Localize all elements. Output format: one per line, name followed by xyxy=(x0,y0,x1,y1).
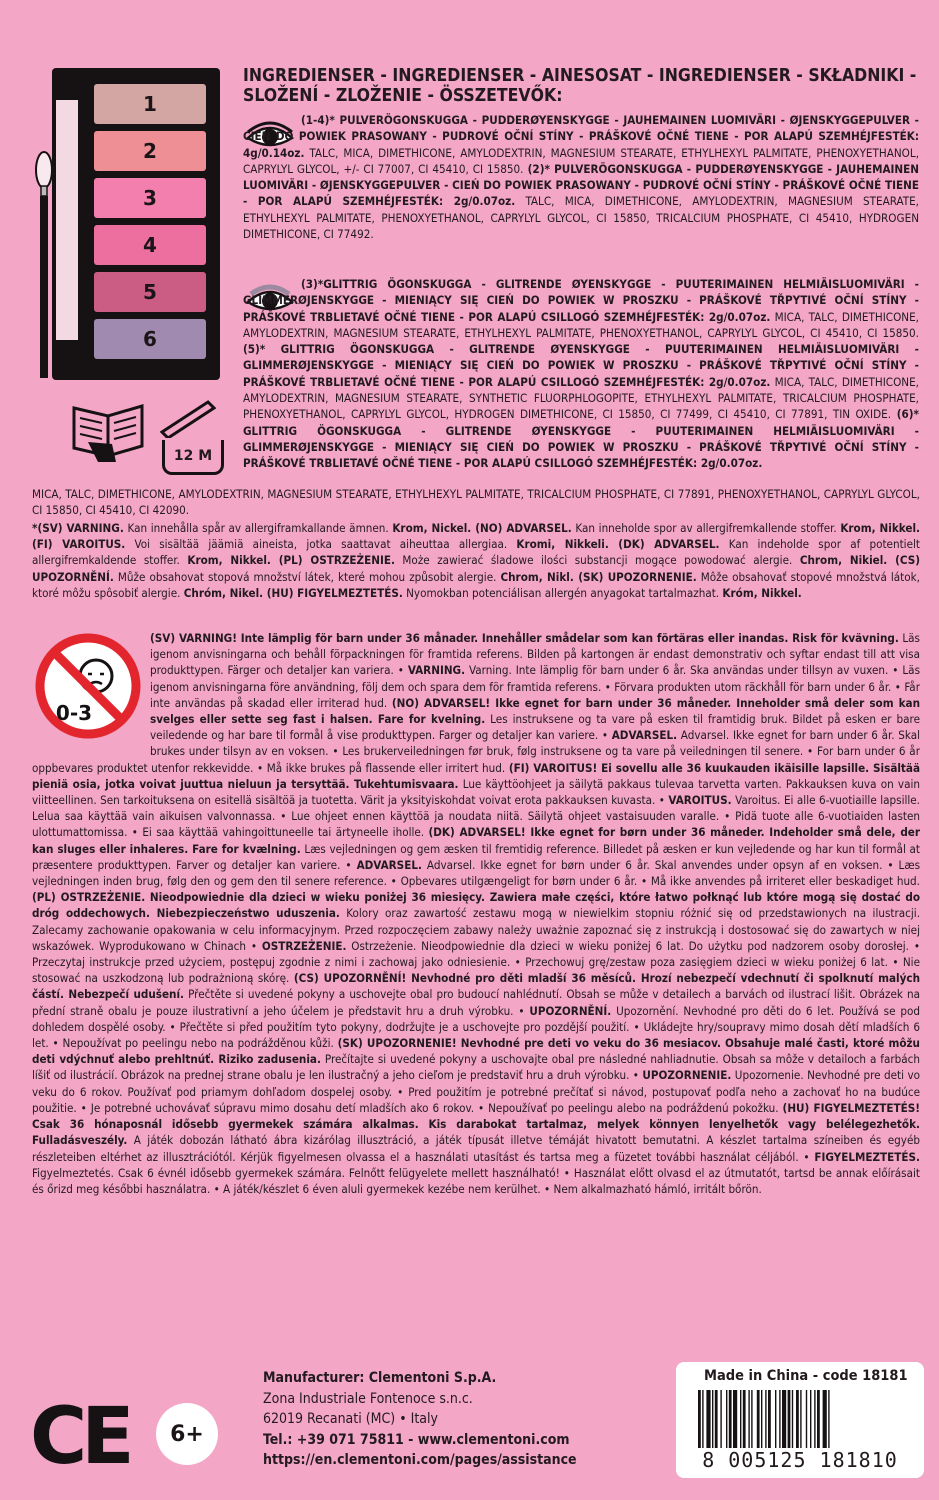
allergen-sk-head: (SK) UPOZORNENIE. xyxy=(573,569,697,584)
allergen-dk-head: (DK) ADVARSEL. xyxy=(608,537,720,552)
barcode-digits: 8 005125 181810 xyxy=(702,1448,898,1472)
ingredients-3-body: MICA, TALC, DIMETHICONE, AMYLODEXTRIN, MAGNESIUM STEARATE, ETHYLHEXYL PALMITATE, PHENOXYETHANOL, CAPRYLYL GLYCOL, CI 45410, CI 15850. xyxy=(243,309,919,340)
shade-6: 6 xyxy=(94,319,206,359)
safety-cs-head2: UPOZORNĚNÍ. xyxy=(529,1003,612,1018)
ingredients-5-head: (5)* GLITTRIG ÖGONSKUGGA - GLITRENDE ØYENSKYGGE - PUUTERIMAINEN HELMIÄISLUOMIVÄRI - GLIMMERØJENSKYGGE - MIENIĄCY SIĘ CIEŃ DO POWIEK W PROSZKU - PRÁŠKOVÉ TŘPYTIVÉ OČNÍ STÍNY - PRÁŠKOVÉ TRBLIETAVÉ OČNÉ TIENE - POR ALAPÚ CSILLOGÓ SZEMHÉJFESTÉK: 2g/0.07oz. xyxy=(243,342,919,389)
barcode-bar xyxy=(740,1390,741,1448)
safety-hu: A játék dobozán látható ábra kizárólag illusztráció, a játék típusát illetve témáját hivatott bemutatni. A készlet tartalma színeiben és egyéb részleteiben eltérhet az illusztrációtól. Kérjük figyelmesen olvassa el a használati utasítást és tartsa meg a füzetet további használat céljából. • xyxy=(32,1133,920,1164)
safety-sk-head2: UPOZORNENIE. xyxy=(642,1068,732,1083)
manufacturer-name: Manufacturer: Clementoni S.p.A. xyxy=(263,1370,497,1386)
safety-sv-head: (SV) VARNING! Inte lämplig för barn under 36 månader. Innehåller smådelar som kan förtäras eller inandas. Risk för kvävning. xyxy=(150,631,899,645)
barcode-bar xyxy=(792,1390,793,1448)
safety-no-head: (NO) ADVARSEL! Ikke egnet for barn under 36 måneder. Inneholder små deler som kan svelges eller sette seg fast i halsen. Fare for kvelning. xyxy=(150,695,920,727)
allergen-sk: Môže obsahovať stopové množstvá látok, ktoré môžu spôsobiť alergie. xyxy=(32,569,920,600)
barcode-bar xyxy=(761,1390,762,1448)
manufacturer-address-1: Zona Industriale Fontenoce s.n.c. xyxy=(263,1390,473,1407)
barcode-bar xyxy=(726,1390,727,1448)
barcode-bar xyxy=(800,1390,801,1448)
allergen-sk-metals: Chróm, Nikel. xyxy=(183,585,264,600)
ingredients-block-1-2 xyxy=(243,112,919,242)
allergen-dk-metals: Krom, Nikkel. xyxy=(187,553,271,568)
barcode-bar xyxy=(748,1390,749,1448)
ingredients-title xyxy=(243,66,923,106)
manufacturer-address-2: 62019 Recanati (MC) • Italy xyxy=(263,1411,438,1427)
safety-pl-head2: OSTRZEŻENIE. xyxy=(261,938,347,953)
allergen-sv-metals: Krom, Nickel. xyxy=(392,521,472,535)
ingredients-6-body: MICA, TALC, DIMETHICONE, AMYLODEXTRIN, MAGNESIUM STEARATE, ETHYLHEXYL PALMITATE, TRICALCIUM PHOSPHATE, CI 77891, PHENOXYETHANOL, CAPRYLYL GLYCOL, CI 15850, CI 45410, CI 42090. xyxy=(32,487,920,518)
ingredients-block-3-6 xyxy=(243,276,919,472)
icon-float-spacer xyxy=(32,630,150,744)
age-warning-label: 0-3 xyxy=(55,701,93,725)
age-6-plus-badge xyxy=(156,1403,218,1465)
read-instructions-icon xyxy=(68,398,152,464)
barcode-bar xyxy=(733,1390,737,1448)
safety-warnings xyxy=(32,630,920,1197)
safety-hu-head2: FIGYELMEZTETÉS. xyxy=(814,1149,920,1164)
ce-mark-icon: CE xyxy=(30,1392,129,1482)
allergen-hu-metals: Króm, Nikkel. xyxy=(722,585,802,600)
safety-cs: Přečtěte si uvedené pokyny a uschovejte obal pro budoucí nahlédnutí. Obsah se může v detailech a barvách od ilustrací lišit. Obrázek na přední straně obalu je pouze ilustrativní a jeho účelem je představit hru a druh výrobku. • xyxy=(32,987,920,1018)
barcode-bar xyxy=(702,1390,703,1448)
palette-mirror-strip xyxy=(56,100,78,340)
allergen-dk: Kan indeholde spor af potentielt allergifremkaldende stoffer. xyxy=(32,537,920,568)
barcode-bar xyxy=(698,1390,701,1448)
allergen-cs: Může obsahovat stopová množství látek, které mohou způsobit alergie. xyxy=(113,569,501,584)
shade-5: 5 xyxy=(94,272,206,312)
age-badge-label: 6+ xyxy=(170,1421,204,1447)
shade-4: 4 xyxy=(94,225,206,265)
ingredients-2-body: TALC, MICA, DIMETHICONE, AMYLODEXTRIN, MAGNESIUM STEARATE, ETHYLHEXYL PALMITATE, PHENOXYETHANOL, CAPRYLYL GLYCOL, CI 15850, TRICALCIUM PHOSPHATE, CI 45410, HYDROGEN DIMETHICONE, CI 77492. xyxy=(243,194,919,242)
barcode-bar xyxy=(775,1390,776,1448)
barcode-bar xyxy=(715,1390,718,1448)
ingredients-6-head: (6)* GLITTRIG ÖGONSKUGGA - GLITRENDE ØYENSKYGGE - PUUTERIMAINEN HELMIÄISLUOMIVÄRI - GLIMMERØJENSKYGGE - MIENIĄCY SIĘ CIEŃ DO POWIEK W PROSZKU - PRÁŠKOVÉ TŘPYTIVÉ OČNÍ STÍNY - PRÁŠKOVÉ TRBLIETAVÉ OČNÉ TIENE - POR ALAPÚ CSILLOGÓ SZEMHÉJFESTÉK: 2g/0.07oz. xyxy=(243,407,919,471)
safety-pl-head: (PL) OSTRZEŻENIE. Nieodpowiednie dla dzieci w wieku poniżej 36 miesięcy. Zawiera małe części, które łatwo połknąć lub które mogą się dostać do dróg oddechowych. Niebezpieczeństwo uduszenia. xyxy=(32,890,920,921)
barcode-image xyxy=(696,1390,904,1448)
allergen-hu: Nyomokban potenciálisan allergén anyagokat tartalmazhat. xyxy=(402,585,723,600)
allergen-hu-head: (HU) FIGYELMEZTETÉS. xyxy=(263,585,403,600)
allergen-sv: Kan innehålla spår av allergiframkallande ämnen. xyxy=(123,521,393,535)
safety-dk-head2: ADVARSEL. xyxy=(356,857,422,872)
barcode-bar xyxy=(757,1390,760,1448)
manufacturer-support-url[interactable]: https://en.clementoni.com/pages/assistance xyxy=(263,1452,577,1468)
ingredients-1-4-head: (1-4)* PULVERÖGONSKUGGA - PUDDERØYENSKYGGE - JAUHEMAINEN LUOMIVÄRI - ØJENSKYGGEPULVER - CIEŃ DO POWIEK PRASOWANY - PUDROVÉ OČNÍ STÍNY - PRÁŠKOVÉ OČNÉ TIENE - POR ALAPÚ SZEMHÉJFESTÉK: 4g/0.14oz. xyxy=(243,113,919,160)
safety-dk: Læs vejledningen og gem æsken til fremtidig reference. Billedet på æsken er kun vejledende og har kun til formål at præsentere produkttypen. Farver og detaljer kan variere. • xyxy=(32,841,921,872)
barcode-bar xyxy=(743,1390,746,1448)
safety-hu-head: (HU) FIGYELMEZTETÉS! Csak 36 hónaposnál idősebb gyermekek számára alkalmas. Kis darabokat tartalmaz, melyek könnyen lenyelhetők vagy belélegezhetők. Fulladásveszély. xyxy=(32,1100,921,1148)
manufacturer-contact: Tel.: +39 071 75811 - www.clementoni.com xyxy=(263,1431,570,1448)
safety-fi-head: (FI) VAROITUS! Ei sovellu alle 36 kuukauden ikäisille lapsille. Sisältää pieniä osia, jotka voivat juuttua nieluun ja tersyttää. Tukehtumisvaara. xyxy=(32,760,920,791)
barcode-bar xyxy=(779,1390,780,1448)
safety-sk2: Upozornenie. Nevhodné pre deti vo veku do 6 rokov. Používať pod priamym dohľadom dospelej osoby. • Pred použitím je potrebné prečítať si návod, postupovať podľa neho a zachovať ho na budúce použitie. • Je potrebné uchovávať súpravu mimo dosahu detí mladších ako 6 rokov. • Nepoužívať po peelingu alebo na podráždenú pokožku. xyxy=(32,1068,921,1115)
ingredients-2-head: (2)* PULVERÖGONSKUGGA - PUDDERØYENSKYGGE - JAUHEMAINEN LUOMIVÄRI - ØJENSKYGGEPULVER - CIEŃ DO POWIEK PRASOWANY - PUDROVÉ OČNÍ STÍNY - PRÁŠKOVÉ OČNÉ TIENE - POR ALAPÚ SZEMHÉJFESTÉK: 2g/0.07oz. xyxy=(243,161,919,209)
safety-fi-head2: VAROITUS. xyxy=(668,793,732,808)
barcode-bar xyxy=(796,1390,799,1448)
ingredients-title-line1: INGREDIENSER - INGREDIENSER - AINESOSAT - INGREDIENSER - SKŁADNIKI - xyxy=(243,66,917,86)
allergen-fi-head: (FI) VAROITUS. xyxy=(32,537,126,552)
safety-sk-head: (SK) UPOZORNENIE! Nevhodné pre deti vo veku do 36 mesiacov. Obsahuje malé časti, ktoré môžu deti vdýchnuť alebo prehltnúť. Riziko zadusenia. xyxy=(32,1036,920,1067)
allergen-pl-head: (PL) OSTRZEŻENIE. xyxy=(270,553,395,568)
allergen-fi-metals: Kromi, Nikkeli. xyxy=(516,537,609,552)
pao-label: 12 M xyxy=(173,448,213,464)
allergen-no: Kan inneholde spor av allergifremkallende stoffer. xyxy=(571,521,841,535)
barcode-bar xyxy=(823,1390,827,1448)
allergen-fi: Voi sisältää jäämiä aineista, jotka saattavat aiheuttaa allergiaa. xyxy=(125,537,517,552)
allergen-warning xyxy=(32,520,920,601)
safety-no-head2: ADVARSEL. xyxy=(611,728,678,743)
shade-3: 3 xyxy=(94,178,206,218)
manufacturer-info xyxy=(263,1368,577,1471)
safety-sk: Prečítajte si uvedené pokyny a uschovajte obal pre následné nahliadnutie. Obsah sa môže v detailoch a farbách líšiť od ilustrácií. Obrázok na prednej strane obalu je len ilustračný a jeho cieľom je predstaviť hru a druh výrobku. • xyxy=(32,1052,920,1083)
barcode-bar xyxy=(788,1390,791,1448)
allergen-sv-head: *(SV) VARNING. xyxy=(32,521,124,535)
barcode-bar xyxy=(720,1390,721,1448)
pao-12m-icon xyxy=(162,440,224,475)
safety-cs-head: (CS) UPOZORNĚNÍ! Nevhodné pro děti mladší 36 měsíců. Hrozí nebezpečí vdechnutí či spolknutí malých částí. Nebezpečí udušení. xyxy=(32,971,920,1002)
safety-sv: Läs igenom anvisningarna och behåll förpackningen för framtida referens. Bilden på kartongen är endast demonstrativ och syftar endast till att visa produkttypen. Färger och detaljer kan variera. • xyxy=(150,631,920,678)
barcode-bar xyxy=(828,1390,829,1448)
safety-no: Les instruksene og ta vare på esken til framtidig bruk. Bildet på esken er bare veiledende og har bare til formål å vise produkttypen. Farger og detaljer kan variere. • xyxy=(150,712,921,743)
barcode-bar xyxy=(706,1390,710,1448)
safety-dk-head: (DK) ADVARSEL! Ikke egnet for børn under 36 måneder. Indeholder små dele, der kan sluges eller inhaleres. Fare for kvælning. xyxy=(32,825,921,856)
applicator-icon xyxy=(34,150,54,380)
ingredients-title-line2: SLOŽENÍ - ZLOŽENIE - ÖSSZETEVŐK: xyxy=(243,86,563,106)
barcode-bar xyxy=(751,1390,752,1448)
barcode-bar xyxy=(768,1390,771,1448)
safety-fi2: Varoitus. Ei alle 6-vuotiaille lapsille. Lelua saa käyttää vain aikuisen valvonnassa. • Lue ohjeet ennen käyttöä ja noudata niitä. Säilytä ohjeet vastaisuuden varalle. • Pidä tuote alle 6-vuotiaiden lasten ulottumattomissa. • Ei saa käyttää vahingoittuneelle tai ärtyneelle iholle. xyxy=(32,793,920,840)
origin-code: Made in China - code 18181 xyxy=(704,1368,908,1384)
barcode-bar xyxy=(729,1390,732,1448)
barcode-bar xyxy=(712,1390,713,1448)
allergen-cs-metals: Chrom, Nikl. xyxy=(500,569,574,584)
barcode-bar xyxy=(765,1390,766,1448)
barcode-bar xyxy=(810,1390,811,1448)
safety-cs2: Upozornění. Nevhodné pro děti do 6 let. Používá se pod dohledem dospělé osoby. • Přečtěte si před použitím tyto pokyny, dodržujte je a uschovejte pro pozdější použití. • Ukládejte hry/soupravy mimo dosah dětí mladších 6 let. • Nepoužívat po peelingu nebo na podrážděnou kůži. xyxy=(32,1003,920,1051)
allergen-cs-head: (CS) UPOZORNĚNÍ. xyxy=(32,553,921,584)
allergen-pl: Może zawierać śladowe ilości substancji mogące powodować alergie. xyxy=(394,553,800,568)
safety-sv-head2: VARNING. xyxy=(407,663,466,678)
ingredients-6-continued xyxy=(32,486,920,519)
barcode-panel xyxy=(676,1362,924,1478)
barcode-bar xyxy=(782,1390,786,1448)
allergen-no-head: (NO) ADVARSEL. xyxy=(471,521,572,535)
allergen-pl-metals: Chrom, Nikiel. xyxy=(799,553,888,568)
allergen-no-metals: Krom, Nikkel. xyxy=(840,521,920,535)
safety-fi: Lue käyttöohjeet ja säilytä pakkaus tulevaa tarvetta varten. Pakkauksen kuva on vain viitteellinen. Sen tarkoituksena on esitellä sisältöä ja tuotetta. Värit ja yksityiskohdat voivat erota pakkauksen kuvasta. • xyxy=(32,776,920,808)
safety-no2: Advarsel. Ikke egnet for barn under 6 år. Skal brukes under tilsyn av en voksen. • Les brukerveiledningen før bruk, følg instruksene og ta vare på veiledningen til senere. • For barn under 6 år oppbevares produktet utenfor rekkevidde. • Må ikke brukes på flassende eller irritert hud. xyxy=(32,728,920,775)
safety-pl2: Ostrzeżenie. Nieodpowiednie dla dzieci w wieku poniżej 6 lat. Do użytku pod nadzorem osoby dorosłej. • Przeczytaj instrukcje przed użyciem, postępuj zgodnie z nimi i zachowaj jako odniesienie. • Przechowuj grę/zestaw poza zasięgiem dzieci w wieku poniżej 6 lat. • Nie stosować na uszkodzoną lub podrażnioną skórę. xyxy=(32,938,920,986)
barcode-bar xyxy=(806,1390,807,1448)
safety-hu2: Figyelmeztetés. Csak 6 évnél idősebb gyermekek számára. Felnőtt felügyelete mellett használható! • Használat előtt olvasd el az útmutatót, tartsd be annak előírásait és őrizd meg későbbi használatra. • A játék/készlet 6 éven aluli gyermekek kezébe nem kerülhet. • Nem alkalmazható hámló, irritált bőrön. xyxy=(32,1165,920,1196)
safety-pl: Kolory oraz zawartość zestawu mogą w niewielkim stopniu różnić się od przedstawionych na ilustracji. Zalecamy zachowanie opakowania w celu informacyjnym. Przed rozpoczęciem zabawy należy uważnie zapoznać się z instrukcją i dostosować się do zawartych w niej wskazówek. Wyprodukowano w Chinach • xyxy=(32,906,920,953)
barcode-bar xyxy=(814,1390,815,1448)
safety-dk2: Advarsel. Ikke egnet for børn under 6 år. Skal anvendes under opsyn af en voksen. • Læs vejledningen inden brug, følg den og gem den til senere reference. • Opbevares utilgængeligt for børn under 6 år. • Må ikke anvendes på irriteret eller beskadiget hud. xyxy=(32,857,921,889)
shade-2: 2 xyxy=(94,131,206,171)
ingredients-3-head: (3)*GLITTRIG ÖGONSKUGGA - GLITRENDE ØYENSKYGGE - PUUTERIMAINEN HELMIÄISLUOMIVÄRI - GLIMMERØJENSKYGGE - MIENIĄCY SIĘ CIEŃ DO POWIEK W PROSZKU - PRÁŠKOVÉ TŘPYTIVÉ OČNÍ STÍNY - PRÁŠKOVÉ TRBLIETAVÉ OČNÉ TIENE - POR ALAPÚ CSILLOGÓ SZEMHÉJFESTÉK: 2g/0.07oz. xyxy=(243,277,919,324)
safety-sv2: Varning. Inte lämplig för barn under 6 år. Ska användas under tillsyn av vuxen. • Läs igenom anvisningarna före användning, följ dem och spara dem för framtida referens. • Förvara produkten utom räckhåll för barn under 6 år. • Får inte användas på skadad eller irriterad hud. xyxy=(150,663,920,710)
ingredients-5-body: MICA, TALC, DIMETHICONE, AMYLODEXTRIN, MAGNESIUM STEARATE, SYNTHETIC FLUORPHLOGOPITE, ETHYLHEXYL PALMITATE, TRICALCIUM PHOSPHATE, PHENOXYETHANOL, CAPRYLYL GLYCOL, HYDROGEN DIMETHICONE, CI 15850, CI 77499, CI 45410, CI 77891, TIN OXIDE. xyxy=(243,374,919,422)
shade-1: 1 xyxy=(94,84,206,124)
ingredients-1-4-body: TALC, MICA, DIMETHICONE, AMYLODEXTRIN, MAGNESIUM STEARATE, ETHYLHEXYL PALMITATE, PHENOXYETHANOL, CAPRYLYL GLYCOL, +/- CI 77007, CI 45410, CI 15850. xyxy=(243,145,919,176)
jar-lid-icon xyxy=(160,398,216,438)
barcode-bar xyxy=(817,1390,820,1448)
